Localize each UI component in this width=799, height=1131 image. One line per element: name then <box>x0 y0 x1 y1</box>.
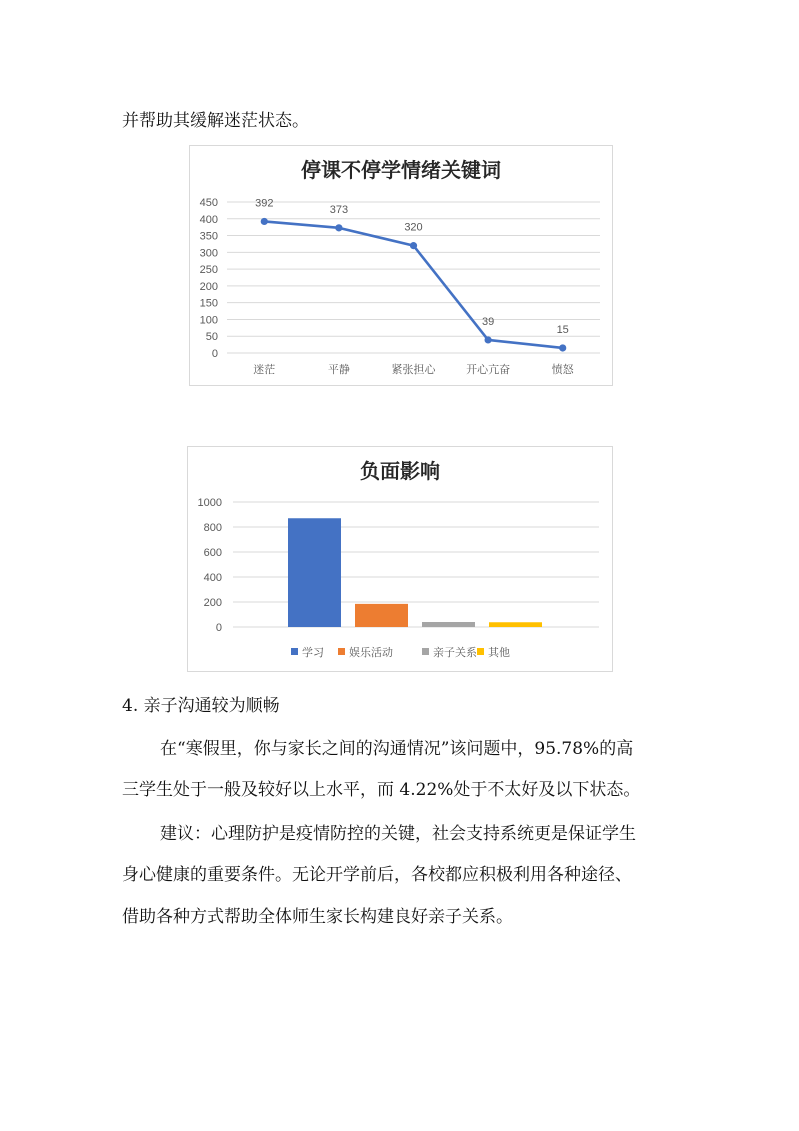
line-chart <box>190 146 612 385</box>
bar <box>489 622 542 627</box>
y-tick-label: 400 <box>203 572 222 584</box>
x-tick-label: 开心亢奋 <box>466 364 511 376</box>
section-heading: 4. 亲子沟通较为顺畅 <box>122 696 280 716</box>
data-point <box>261 218 268 225</box>
paragraph-2-line-2: 身心健康的重要条件。无论开学前后，各校都应积极利用各种途径、 <box>122 865 632 885</box>
data-point <box>559 344 566 351</box>
legend-label: 其他 <box>488 647 510 659</box>
y-tick-label: 600 <box>203 547 222 559</box>
data-label: 320 <box>404 221 423 234</box>
x-tick-label: 愤怒 <box>551 364 574 376</box>
legend-swatch <box>477 648 484 655</box>
paragraph-1-line-2: 三学生处于一般及较好以上水平，而 4.22%处于不太好及以下状态。 <box>122 780 641 800</box>
data-label: 373 <box>329 203 349 216</box>
series-line <box>264 221 562 348</box>
bar <box>422 622 475 627</box>
y-tick-label: 400 <box>199 213 218 226</box>
paragraph-2-line-3: 借助各种方式帮助全体师生家长构建良好亲子关系。 <box>122 907 513 927</box>
data-point <box>410 242 417 249</box>
legend-swatch <box>422 648 429 655</box>
paragraph-2-line-1: 建议：心理防护是疫情防控的关键，社会支持系统更是保证学生 <box>160 824 636 844</box>
bar-chart <box>188 447 612 671</box>
line-chart-card <box>189 145 613 386</box>
legend-label: 娱乐活动 <box>349 647 393 659</box>
y-tick-label: 0 <box>215 622 222 634</box>
x-tick-label: 迷茫 <box>253 364 276 376</box>
bar <box>288 518 341 627</box>
y-tick-label: 50 <box>205 331 218 344</box>
y-tick-label: 100 <box>199 314 218 327</box>
data-label: 15 <box>556 323 569 336</box>
intro-text: 并帮助其缓解迷茫状态。 <box>122 111 309 131</box>
data-point <box>485 336 492 343</box>
y-tick-label: 800 <box>203 522 222 534</box>
data-label: 392 <box>255 197 274 210</box>
y-tick-label: 0 <box>211 348 218 360</box>
y-tick-label: 300 <box>199 247 218 260</box>
legend-swatch <box>338 648 345 655</box>
y-tick-label: 250 <box>199 264 218 277</box>
x-tick-label: 紧张担心 <box>391 364 436 376</box>
legend-label: 亲子关系 <box>433 647 477 659</box>
y-tick-label: 150 <box>199 297 218 310</box>
data-label: 39 <box>481 315 495 328</box>
bar-chart-card <box>187 446 613 672</box>
legend-swatch <box>291 648 298 655</box>
y-tick-label: 200 <box>203 597 222 609</box>
y-tick-label: 1000 <box>197 497 222 509</box>
y-tick-label: 450 <box>199 197 218 209</box>
y-tick-label: 350 <box>199 230 218 243</box>
data-point <box>335 224 342 231</box>
paragraph-1-line-1: 在“寒假里，你与家长之间的沟通情况”该问题中，95.78%的高 <box>160 739 634 759</box>
x-tick-label: 平静 <box>327 364 350 376</box>
bar-chart-title: 负面影响 <box>360 459 440 483</box>
bar <box>355 604 408 627</box>
legend-label: 学习 <box>302 647 324 659</box>
y-tick-label: 200 <box>199 280 218 293</box>
line-chart-title: 停课不停学情绪关键词 <box>301 158 501 182</box>
